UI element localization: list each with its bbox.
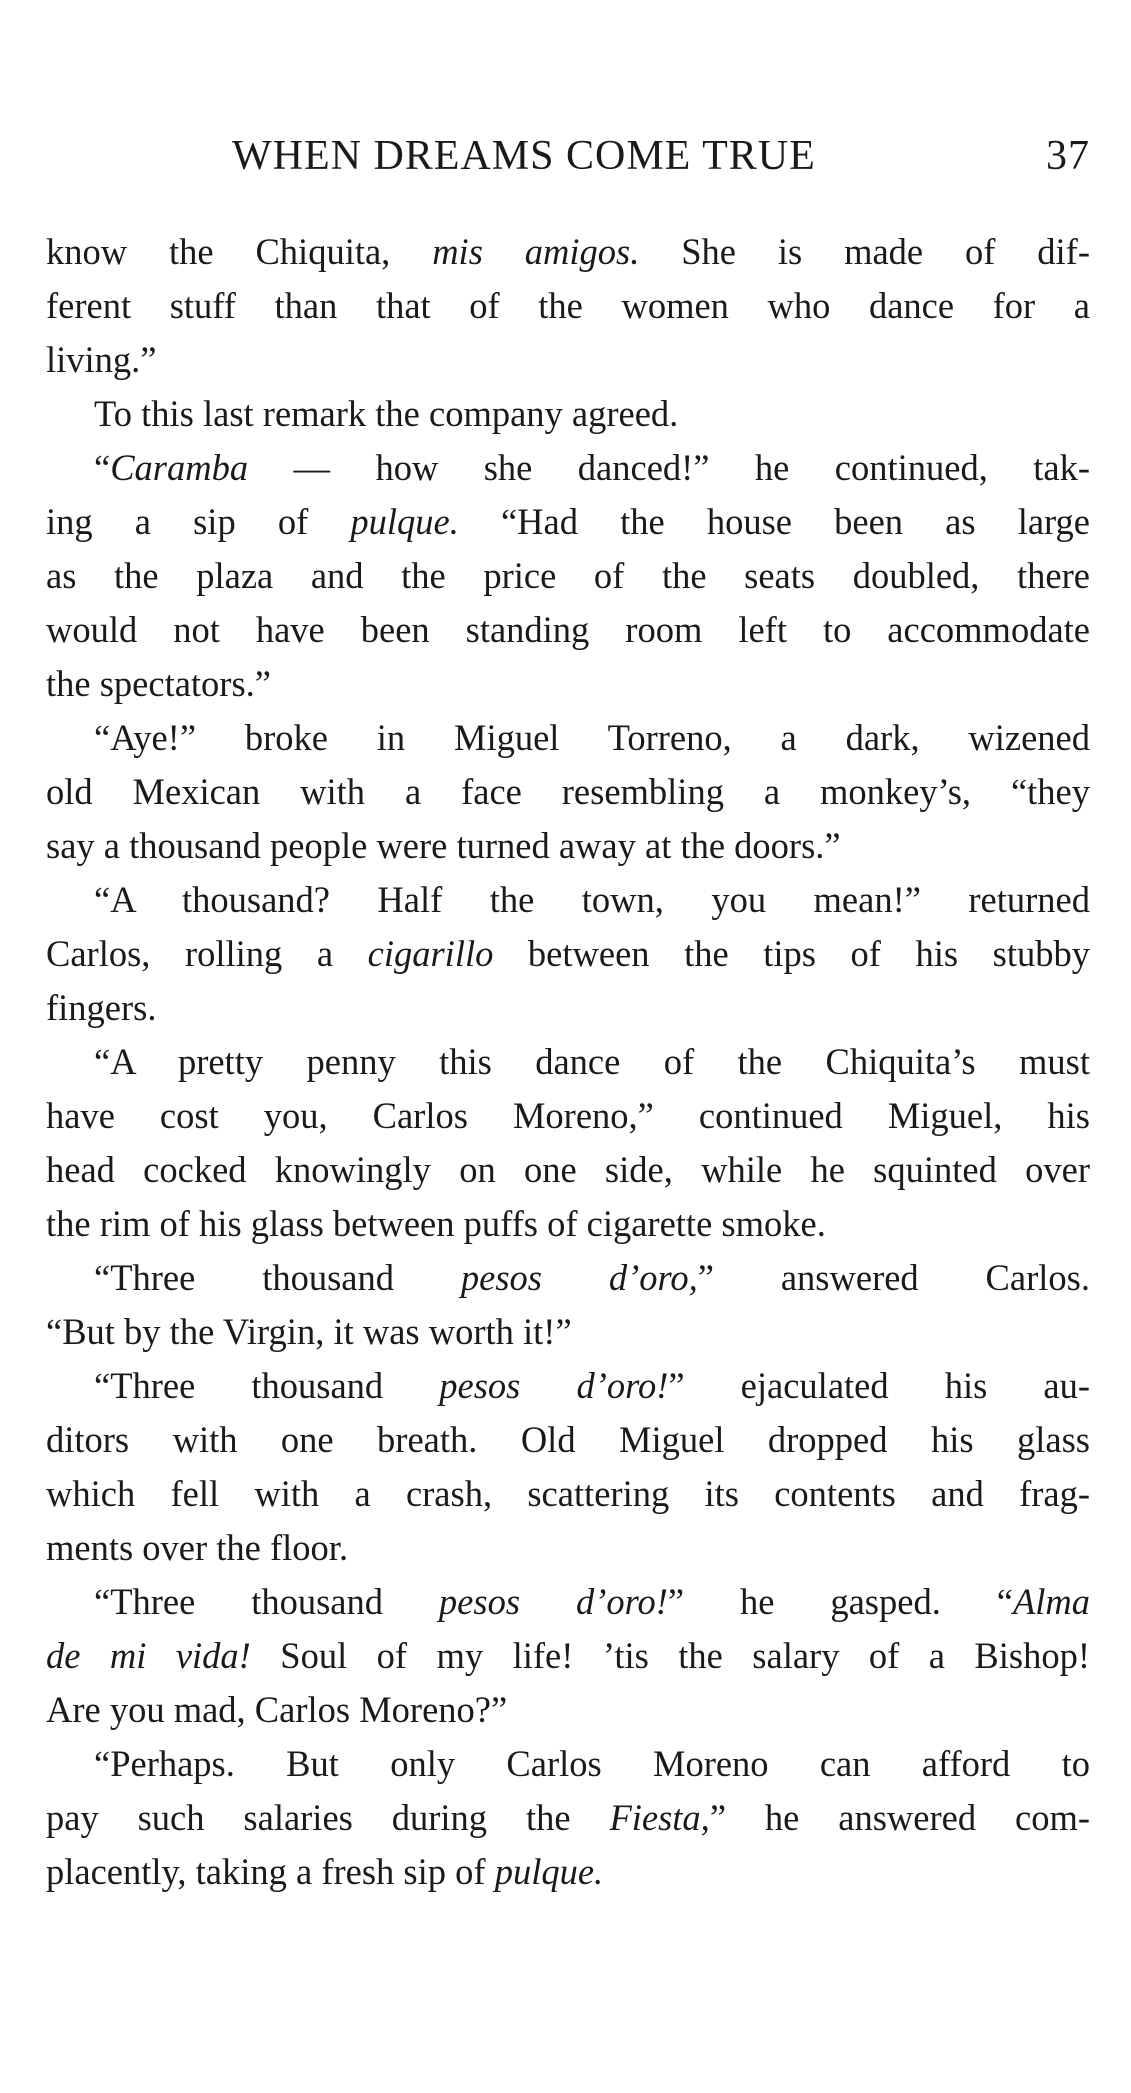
text-line [46, 873, 1090, 927]
text-line [46, 441, 1090, 495]
text-line [46, 819, 1090, 873]
text-run: ” he answered com- [709, 1797, 1090, 1838]
page-number: 37 [1046, 133, 1090, 179]
text-line [46, 1737, 1090, 1791]
italic-text: Fiesta, [609, 1797, 710, 1838]
text-run: the spectators.” [46, 663, 271, 704]
running-head [46, 132, 1090, 182]
text-run: ments over the floor. [46, 1527, 349, 1568]
text-run: “Perhaps. But only Carlos Moreno can afford to [94, 1743, 1090, 1784]
text-run: — how she danced!” he continued, tak- [248, 447, 1090, 488]
text-line [46, 1521, 1090, 1575]
italic-text: mis amigos. [432, 231, 640, 272]
running-title: WHEN DREAMS COME TRUE [232, 133, 816, 179]
text-run: know the Chiquita, [46, 231, 433, 272]
text-run: “Three thousand [94, 1365, 440, 1406]
text-run: old Mexican with a face resembling a monkey’s, “they [46, 771, 1090, 812]
text-run: “A pretty penny this dance of the Chiquita’s must [94, 1041, 1090, 1082]
text-run: between the tips of his stubby [493, 933, 1090, 974]
text-run: Carlos, rolling a [46, 933, 368, 974]
italic-text: pesos d’oro, [460, 1257, 698, 1298]
text-run: Are you mad, Carlos Moreno?” [46, 1689, 508, 1730]
text-run: “Three thousand [94, 1581, 439, 1622]
text-run: “Had the house been as large [458, 501, 1090, 542]
text-line [46, 1035, 1090, 1089]
text-run: placently, taking a fresh sip of [46, 1851, 495, 1892]
text-run: say a thousand people were turned away at the doors.” [46, 825, 841, 866]
text-run: “Three thousand [94, 1257, 461, 1298]
text-line [46, 1305, 1090, 1359]
text-line [46, 1089, 1090, 1143]
text-run: ” answered Carlos. [697, 1257, 1090, 1298]
text-line [46, 1359, 1090, 1413]
italic-text: cigarillo [367, 933, 494, 974]
text-line [46, 225, 1090, 279]
text-run: ferent stuff than that of the women who dance for a [46, 285, 1090, 326]
text-run: She is made of dif- [639, 231, 1090, 272]
text-line [46, 1683, 1090, 1737]
italic-text: de mi vida! [46, 1635, 251, 1676]
text-run: ” he gasped. “ [667, 1581, 1013, 1622]
text-line [46, 387, 1090, 441]
text-line [46, 981, 1090, 1035]
text-run: “Aye!” broke in Miguel Torreno, a dark, wizened [94, 717, 1090, 758]
text-line [46, 657, 1090, 711]
text-line [46, 1143, 1090, 1197]
italic-text: pulque. [494, 1851, 604, 1892]
text-run: “But by the Virgin, it was worth it!” [46, 1311, 572, 1352]
text-run: would not have been standing room left to accommodate [46, 609, 1090, 650]
body-text [46, 225, 1090, 1899]
text-line [46, 1845, 1090, 1899]
text-line [46, 765, 1090, 819]
text-run: head cocked knowingly on one side, while he squinted over [46, 1149, 1090, 1190]
text-line [46, 1791, 1090, 1845]
italic-text: Alma [1012, 1581, 1090, 1622]
text-run: the rim of his glass between puffs of cigarette smoke. [46, 1203, 826, 1244]
text-line [46, 1413, 1090, 1467]
text-line [46, 279, 1090, 333]
text-run: ing a sip of [46, 501, 351, 542]
text-line [46, 711, 1090, 765]
text-run: ditors with one breath. Old Miguel dropped his glass [46, 1419, 1090, 1460]
text-run: Soul of my life! ’tis the salary of a Bishop! [250, 1635, 1090, 1676]
text-run: pay such salaries during the [46, 1797, 610, 1838]
text-run: fingers. [46, 987, 157, 1028]
text-run: ” ejaculated his au- [668, 1365, 1090, 1406]
text-run: have cost you, Carlos Moreno,” continued Miguel, his [46, 1095, 1090, 1136]
text-run: To this last remark the company agreed. [94, 393, 679, 434]
text-line [46, 1467, 1090, 1521]
italic-text: Caramba [110, 447, 249, 488]
italic-text: pulque. [350, 501, 459, 542]
text-line [46, 1197, 1090, 1251]
text-run: “ [94, 447, 111, 488]
text-line [46, 1575, 1090, 1629]
text-line [46, 603, 1090, 657]
italic-text: pesos d’oro! [438, 1581, 668, 1622]
text-line [46, 495, 1090, 549]
text-run: “A thousand? Half the town, you mean!” returned [94, 879, 1090, 920]
text-run: living.” [46, 339, 157, 380]
italic-text: pesos d’oro! [439, 1365, 669, 1406]
text-run: as the plaza and the price of the seats doubled, there [46, 555, 1090, 596]
text-line [46, 549, 1090, 603]
text-line [46, 333, 1090, 387]
text-run: which fell with a crash, scattering its contents and frag- [46, 1473, 1090, 1514]
text-line [46, 1629, 1090, 1683]
text-line [46, 927, 1090, 981]
text-line [46, 1251, 1090, 1305]
